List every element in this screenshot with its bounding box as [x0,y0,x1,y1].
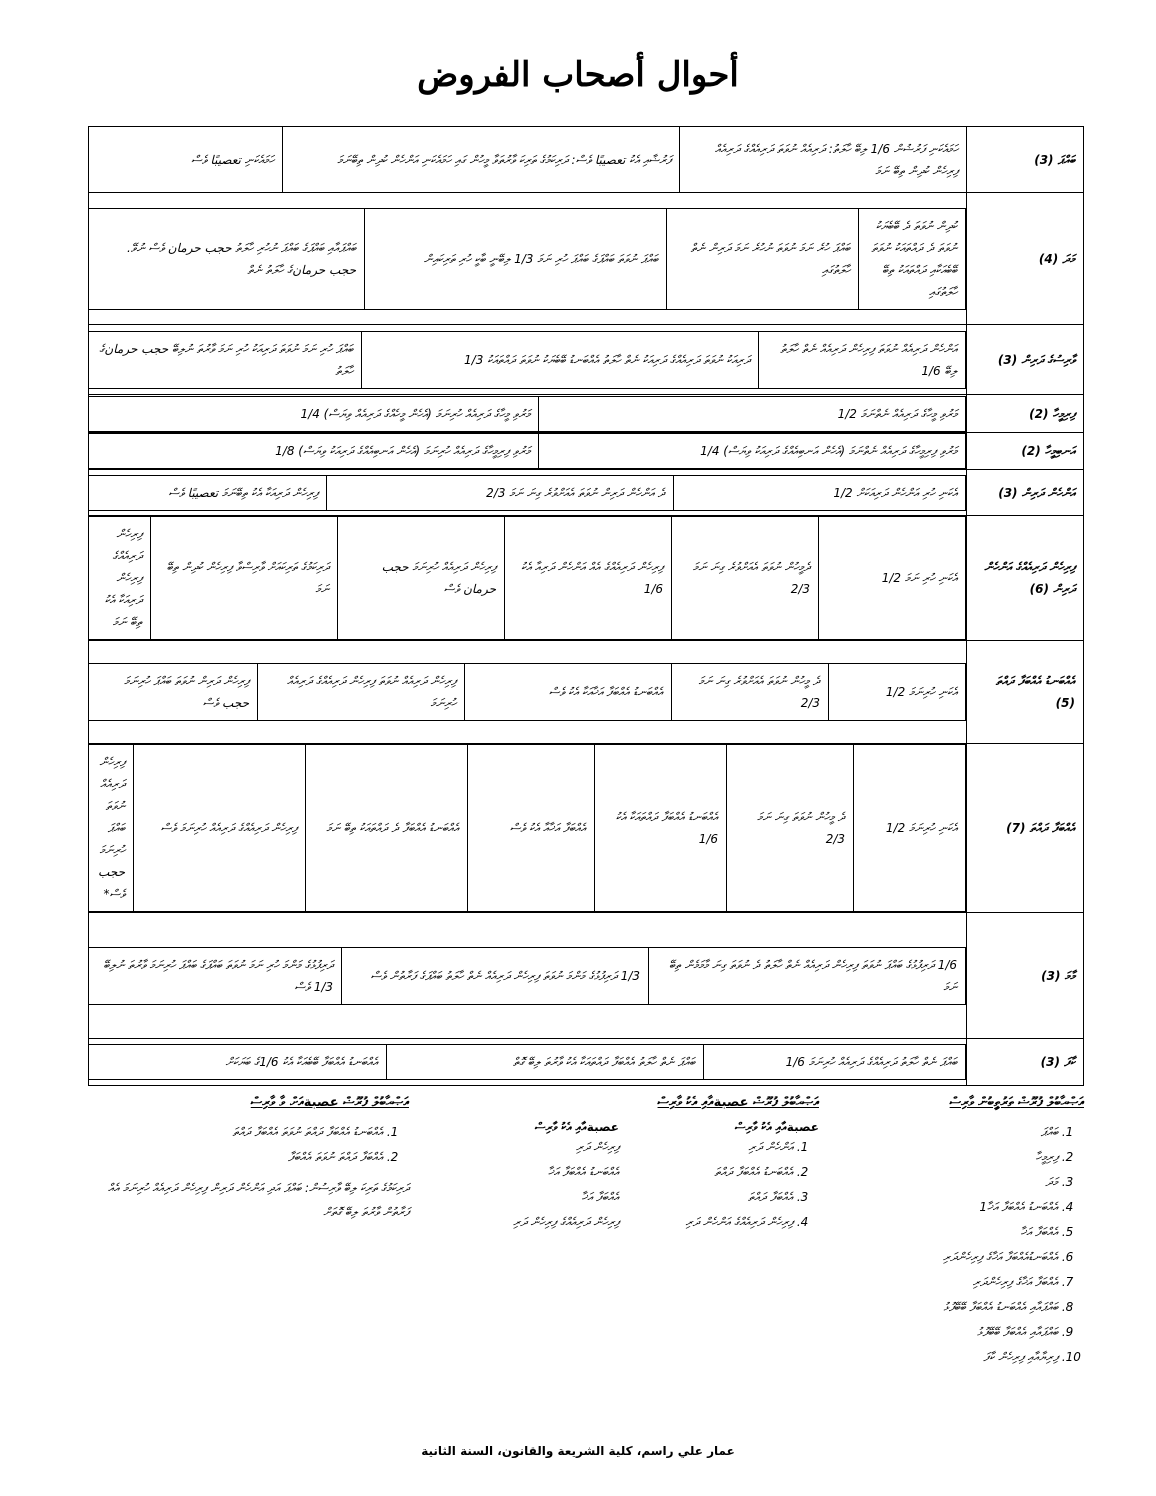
table-cell: ފިރިހެން ދަރިން ނުވަތަ ބައްޕަ ހުރިނަމަ حجب ވެސް [89,664,258,721]
list-title: އަޞްޙާބުލް ފުރޫޟް عصبةއާއި އެކު ވާރިސް [657,1095,819,1110]
list-item: 7. އެއްބަފާ އަޚާގެ ފިރިހެންދަރި [854,1270,1058,1295]
list-item: 2. ފިރިމީހާ [854,1145,1058,1170]
row-head: ފިރިހެން ދަރިއެއްގެ އަންހެން ދަރިން (6) [967,516,1084,641]
table-row [89,433,1084,470]
row-head: ބައްޕަ (3) [967,127,1084,193]
table-cell: ދެމީހުން ނުވަތަ އެއަށްވުރެ ގިނަ ނަމަ 2/3 [672,517,819,640]
table-row [89,913,1084,1039]
list-item: 4. ފިރިހެން ދަރިއެއްގެ އަންހެން ދަރި [639,1210,793,1235]
table-cell: ފިރިހެން ދަރިއަކާ އެކު ތިބޭނަމަ تعصيبًا ވެސް [89,475,327,510]
table-cell: މަރުވި މީހާގެ ދަރިއެއް ހުރިނަމަ (އެހެން މީހެއްގެ ދަރިއެއް ވިޔަސް) 1/4 [89,396,539,431]
list [639,1135,819,1235]
table-cell: އެކަނި ހުރި އަންހެން ދަރިއަކަށް 1/2 [674,475,966,510]
table-cell: ދެ މީހުން ނުވަތަ ގިނަ ނަމަ 2/3 [727,745,854,912]
list [89,1120,409,1170]
row-head: އެއްބަފާ ދައްތަ (7) [967,744,1084,913]
list-item: 8. ބައްޕައާއި އެއްބަނޑު އެއްބަފާ ބޭބޭފުޅު [854,1295,1058,1320]
list-item: 2. އެއްބަނޑު އެއްބަފާ ދައްތަ [639,1160,793,1185]
list [449,1135,619,1235]
table-cell: އެއްބަނޑު އެއްބަފާ ދެ ދައްތައަކު ތިބޭ ނަމަ [306,745,468,912]
list-item: 6. އެއްބަނޑުއެއްބަފާ އަޚާގެ ފިރިހެންދަރި [854,1245,1058,1270]
table-cell: ދެ މީހުން ނުވަތަ އެއަށްވުރެ ގިނަ ނަމަ 2/3 [672,664,829,721]
table-cell: އެކަނި ހުރިނަމަ 1/2 [829,664,966,721]
table-row [89,516,1084,641]
table-cell: ފިރިހެން ދަރިއެއްގެ ދަރިއެއް ހުރިނަމަ ވެސް [134,745,306,912]
list-item: ފިރިހެން ދަރިއެއްގެ ފިރިހެން ދަރި [513,1215,619,1229]
table-cell: 1/3 ދަރިފުޅުގެ މަންމަ ނުވަތަ ފިރިހެން ދަރިއެއް ނެތް ހާލަތު ބައްޕަގެ ފަރާތުން ވެސް [342,947,649,1004]
table-cell: އަންހެން ދަރިއެއް ނުވަތަ ފިރިހެން ދަރިއެއް ނެތް ހާލަތު ލިބޭ 1/6 [759,331,966,388]
table-cell: ފިރިހެން ދަރިއެއް ނުވަތަ ބައްޕަ ހުރިނަމަ حجب ވެސް* [89,745,134,912]
table-cell: ފިރިހެން ދަރިއެއްގެ އެއް އަންހެން ދަރިއާ އެކު 1/6 [505,517,672,640]
table-cell: މަރުވި މީހާގެ ދަރިއެއް ނެތްނަމަ 1/2 [539,396,966,431]
list-title: އަޞްޙާބުލް ފުރޫޟް ތަރުތީބުން ވާރިސް [949,1095,1084,1110]
table-cell: ބައްޕަ ހުރި ނަމަ ނުވަތަ ދަރިއަކު ހުރި ނަމަ ވާރުތަ ނުލިބޭ حجب حرمانގެ ހާލަތު [89,331,362,388]
list-item: 5. އެއްބަފާ އަޚާ [854,1220,1058,1245]
list-item: 1. އަންހެން ދަރި [639,1135,793,1160]
table-row [89,193,1084,325]
list-item: އެއްބަނޑު އެއްބަފާ އަޚާ [547,1165,619,1179]
row-head: ކާފަ (3) [967,1039,1084,1086]
row-head: އެއްބަނޑު އެއްބަފާ ދައްތަ (5) [967,641,1084,744]
table-cell: ދަރިފުޅުގެ މަންމަ ހުރި ނަމަ ނުވަތަ ބައްޕަގެ ބައްޕަ ހުރިނަމަ ވާރުތަ ނުލިބޭ 1/3 ވެސް [89,947,342,1004]
asaba-by-list [89,1095,409,1224]
table-cell: މަރުވި ފިރިމީހާގެ ދަރިއެއް ނެތްނަމަ (އެހެން އަނބިއެއްގެ ދަރިއަކު ވިޔަސް) 1/4 [539,434,966,469]
list-item: 3. އެއްބަފާ ދައްތަ [639,1185,793,1210]
table-cell: ބައްޕަ ނުވަތަ ބައްޕަގެ ބައްޕަ ހުރި ނަމަ 1/3 ލިބޭނީ ބާކީ ހުރި ތަރިކައިން [365,208,667,309]
list-subtitle: عصبةއާއި އެކު ވާރިސް [534,1120,619,1134]
table-cell: ފަރުޟާއި އެކު تعصيبًا ވެސް: ދަރިކަމުގެ ތަރިކަ ވާރުތަވާ މީހުން ގައި ހަމައެކަނި އަންހެން ކުދިން ތިބޭނަމަ [283,127,680,193]
list-item: 10. ފިރިޔާއާއި ފިރިހެން ކާފަ [854,1345,1058,1370]
table-cell: ބައްޕަ ނެތް ހާލަތު ދަރިއެއްގެ ދަރިއެއް ހުރިނަމަ 1/6 [704,1045,966,1080]
asaba-with-list [439,1095,819,1235]
table-cell: އެއްބަފާ އަޚާއާ އެކު ވެސް [468,745,595,912]
table-cell: އެކަނި ހުރިނަމަ 1/2 [854,745,966,912]
table-cell: މަރުވި ފިރިމީހާގެ ދަރިއެއް ހުރިނަމަ (އެހެން އަނބިއެއްގެ ދަރިއަކު ވިޔަސް) 1/8 [89,434,539,469]
table-cell: އެއްބަނޑު އެއްބަފާ ބޭބެއަކާ އެކު 1/6ގެ ބަޔަކަށް [89,1045,387,1080]
table-row [89,470,1084,516]
list-item: 2. އެއްބަފާ ދައްތަ ނުވަތަ އެއްބަފާ [89,1145,383,1170]
row-head: ވާރިސުގެ ދަރިން (3) [967,325,1084,395]
table-cell: ހަމައެކަނި تعصيبًا ވެސް [89,127,283,193]
table-row [89,325,1084,395]
row-head: މާމަ (3) [967,913,1084,1039]
list-item: 3. މަދަ [854,1170,1058,1195]
list-note: ދަރިކަމުގެ ތަރިކަ ލިބޭ ވާރިސުން: ބައްޕަ އަދި އަންހެން ދަރިން ފިރިހެން ދަރިއެއް ހުރިނަމަ އެއް ފަރާތުން ވާރުތަ ލިބޭ ގޮތަށް [107,1181,409,1219]
list-item: 4. އެއްބަނޑު އެއްބަފާ އަޚާ1 [854,1195,1058,1220]
table-cell: 1/6 ދަރިފުޅުގެ ބައްޕަ ނުވަތަ ފިރިހެން ދަރިއެއް ނެތް ހާލަތު ދެ ނުވަތަ ގިނަ މާމަމެން ތިބޭ ނަމަ [649,947,966,1004]
table-cell: ދަރިއަކު ނުވަތަ ދަރިއެއްގެ ދަރިއަކު ނެތް ހާލަތު އެއްބަނޑު ބޭބެޔަކު ނުވަތަ ދައްތައަކު 1/3 [362,331,759,388]
table-row [89,1039,1084,1086]
table-cell: ދަރިކަމުގެ ތަރިކައަށް ވާރިސްވާ ފިރިހެން ކުދިން ތިބޭ ނަމަ [151,517,338,640]
table-row [89,395,1084,433]
table-cell: ފިރިހެން ދަރިއެއް ހުރިނަމަ حجب حرمان ވެސް [338,517,505,640]
table-cell: ފިރިހެން ދަރިއެއް ނުވަތަ ފިރިހެން ދަރިއެއްގެ ދަރިއެއް ހުރިނަމަ [258,664,465,721]
table-cell: ބައްޕަ ހުރެ ނަމަ ނުވަތަ ނުހުރެ ނަމަ ދަރިން ނެތް ހާލަތުގައި [667,208,859,309]
list [854,1120,1084,1370]
row-head: އަންހެން ދަރިން (3) [967,470,1084,516]
table-cell: ފިރިހެން ދަރިއެއްގެ ފިރިހެން ދަރިއަކާ އެކު ތިބޭ ނަމަ [89,517,151,640]
table-cell: ހަމައެކަނި ފަރުޟުން 1/6 ލިބޭ ހާލަތު: ދަރިއެއް ނުވަތަ ދަރިއެއްގެ ދަރިއެއް ފިރިހެން ކުދިން ތިބޭ ނަމަ [680,127,967,193]
table-row [89,744,1084,913]
footer-credit: عمار علي راسم، كلية الشريعة والقانون، السنة الثانية [421,1444,735,1458]
table-row [89,641,1084,744]
heirs-table [88,126,1084,1086]
list-subtitle: عصبةއާއި އެކު ވާރިސް [734,1120,819,1134]
list-item: ފިރިހެން ދަރި [575,1140,619,1154]
list-item: 1. އެއްބަނޑު އެއްބަފާ ދައްތަ ނުވަތަ އެއްބަފާ ދައްތަ [89,1120,383,1145]
table-cell: އެއްބަނޑު އެއްބަފާ ދައްތައަކާ އެކު 1/6 [595,745,727,912]
list-title: އަޞްޙާބުލް ފުރޫޟް عصبةއަށް ވާ ވާރިސް [250,1095,409,1110]
list-item: 1. ބައްޕަ [854,1120,1058,1145]
page-title: أحوال أصحاب الفروض [417,55,739,95]
table-cell: އެއްބަނޑު އެއްބަފާ އަޚާއަކާ އެކު ވެސް [465,664,672,721]
table-cell: ބައްޕަ ނެތް ހާލަތު އެއްބަފާ ދައްތައަކާ އެކު ވާރުތަ ލިބޭ ގޮތް [387,1045,704,1080]
row-head: އަނބިމީހާ (2) [967,433,1084,470]
row-head: މަދަ (4) [967,193,1084,325]
ashab-furud-list [854,1095,1084,1370]
table-cell: ބައްޕައާއި ބައްޕަގެ ބައްޕަ ނުހުރި ހާލަތު حجب حرمان ވެސް ނުވޭ. حجب حرمانގެ ހާލަތު ނެތް [89,208,365,309]
table-cell: ދެ އަންހެން ދަރިން ނުވަތަ އެއަށްވުރެ ގިނަ ނަމަ 2/3 [327,475,674,510]
table-cell: ކުދިން ނުވަތަ ދެ ބޭބެޔަކު ނުވަތަ ދެ ދައްތައަކު ނުވަތަ ބޭބެއަކާއި ދައްތައަކު ތިބޭ ހާލަތުގައި [859,208,966,309]
row-head: ފިރިމީހާ (2) [967,395,1084,433]
table-cell: އެކަނި ހުރި ނަމަ 1/2 [819,517,966,640]
table-row [89,127,1084,193]
list-item: 9. ބައްޕައާއި އެއްބަފާ ބޭބޭފުޅު [854,1320,1058,1345]
list-item: އެއްބަފާ އަޚާ [581,1190,619,1204]
